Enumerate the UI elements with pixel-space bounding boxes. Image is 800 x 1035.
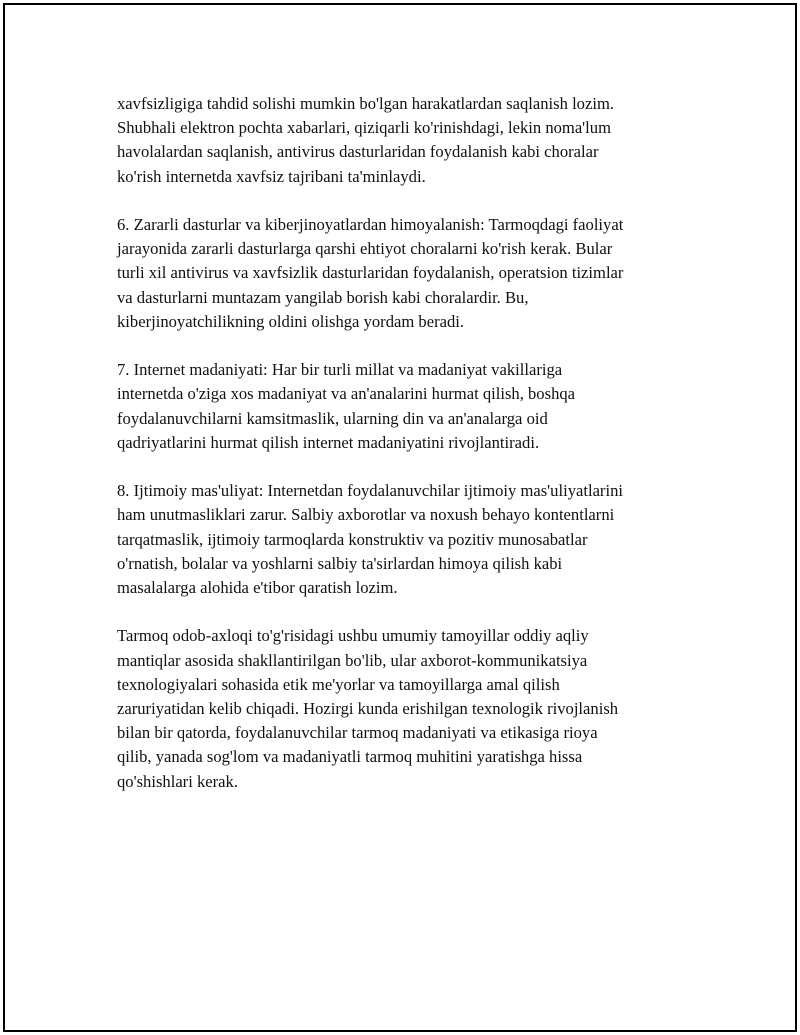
paragraph-internet-culture: 7. Internet madaniyati: Har bir turli millat va madaniyat vakillariga internetda o'ziga xos madaniyat va an'analarini hurmat qilish, boshqa foydalanuvchilarni kamsitmaslik, ularning din va an'analarga oid qadriyatlarini hurmat qilish internet madaniyatini rivojlantiradi. — [117, 360, 576, 452]
paragraph-social-responsibility: 8. Ijtimoiy mas'uliyat: Internetdan foydalanuvchilar ijtimoiy mas'uliyatlarini ham unutmasliklari zarur. Salbiy axborotlar va noxush behayo kontentlarni tarqatmaslik, ijtimoiy tarmoqlarda konstruktiv va pozitiv munosabatlar o'rnatish, bolalar va yoshlarni salbiy ta'sirlardan himoya qilish kabi masalalarga alohida e'tibor qaratish lozim. — [117, 481, 623, 598]
paragraph-security-continuation: xavfsizligiga tahdid solishi mumkin bo'lgan harakatlardan saqlanish lozim. Shubhali elektron pochta xabarlari, qiziqarli ko'rinishdagi, lekin noma'lum havolalardan saqlanish, antivirus dasturlaridan foydalanish kabi choralar ko'rish internetda xavfsiz tajribani ta'minlaydi. — [117, 94, 615, 186]
paragraph-conclusion: Tarmoq odob-axloqi to'g'risidagi ushbu umumiy tamoyillar oddiy aqliy mantiqlar asosida shakllantirilgan bo'lib, ular axborot-kommunikatsiya texnologiyalari sohasida etik me'yorlar va tamoyillarga amal qilish zaruriyatidan kelib chiqadi. Hozirgi kunda erishilgan texnologik rivojlanish bilan bir qatorda, foydalanuvchilar tarmoq madaniyati va etikasiga rioya qilib, yanada sog'lom va madaniyatli tarmoq muhitini yaratishga hissa qo'shishlari kerak. — [117, 626, 619, 791]
paragraph-malware-protection: 6. Zararli dasturlar va kiberjinoyatlardan himoyalanish: Tarmoqdagi faoliyat jarayonida zararli dasturlarga qarshi ehtiyot choralarni ko'rish kerak. Bular turli xil antivirus va xavfsizlik dasturlaridan foydalanish, operatsion tizimlar va dasturlarni muntazam yangilab borish kabi choralardir. Bu, kiberjinoyatchilikning oldini olishga yordam beradi. — [117, 215, 624, 331]
document-body — [117, 92, 689, 818]
